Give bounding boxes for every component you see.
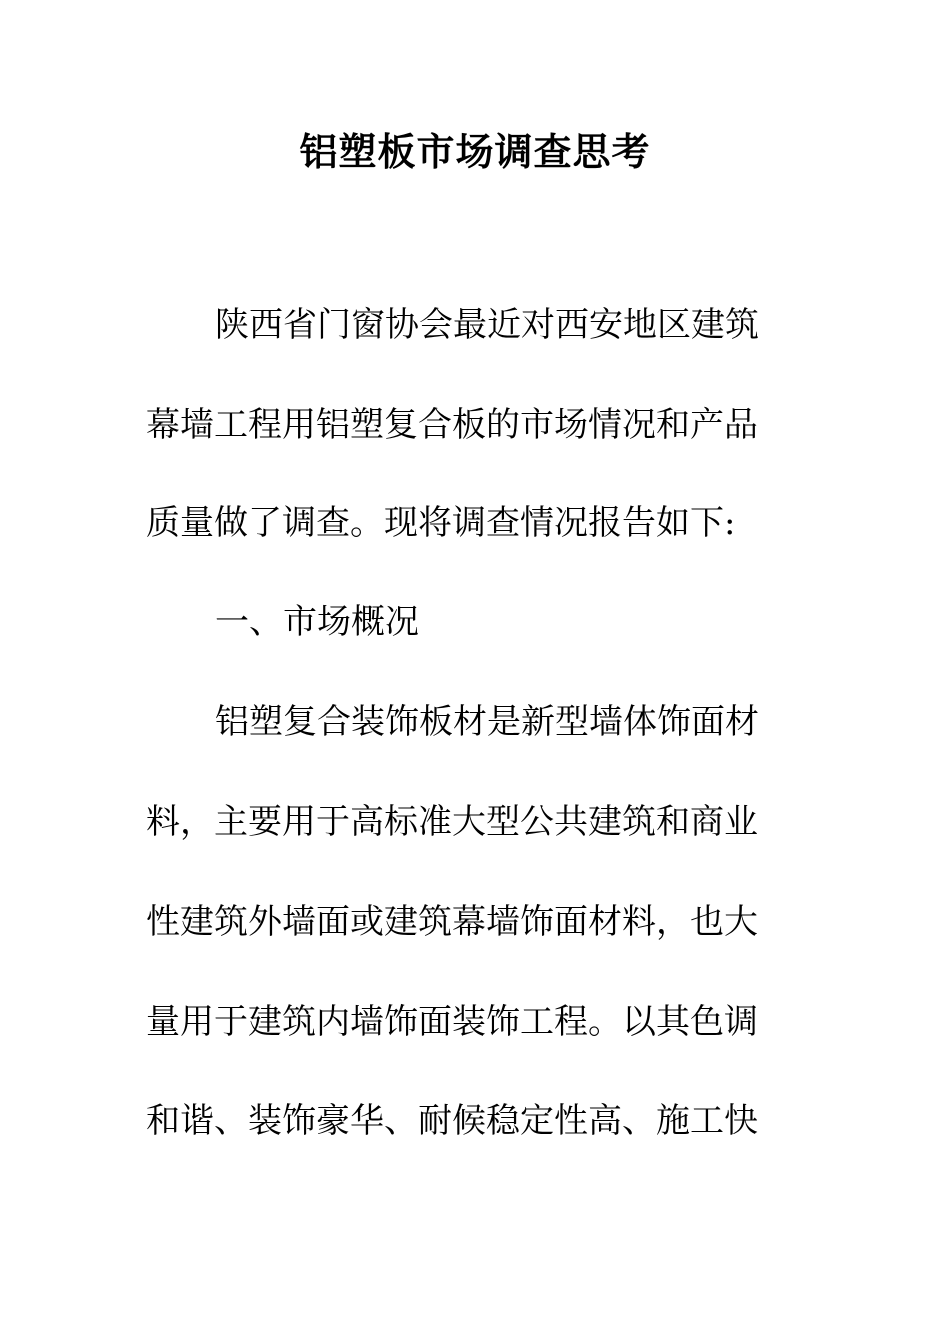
body-line-1: 陕西省门窗协会最近对西安地区建筑 — [215, 305, 759, 345]
section-heading-1: 一、市场概况 — [215, 602, 419, 642]
body-line-5: 铝塑复合装饰板材是新型墙体饰面材 — [215, 702, 759, 742]
body-line-6: 料，主要用于高标准大型公共建筑和商业 — [146, 802, 758, 842]
body-line-9: 和谐、装饰豪华、耐候稳定性高、施工快 — [146, 1101, 758, 1141]
document-title: 铝塑板市场调查思考 — [299, 129, 651, 174]
body-line-8: 量用于建筑内墙饰面装饰工程。以其色调 — [146, 1002, 758, 1042]
body-line-7: 性建筑外墙面或建筑幕墙饰面材料，也大 — [146, 902, 758, 942]
body-line-2: 幕墙工程用铝塑复合板的市场情况和产品 — [146, 405, 758, 445]
body-line-3: 质量做了调查。现将调查情况报告如下: — [146, 503, 736, 543]
